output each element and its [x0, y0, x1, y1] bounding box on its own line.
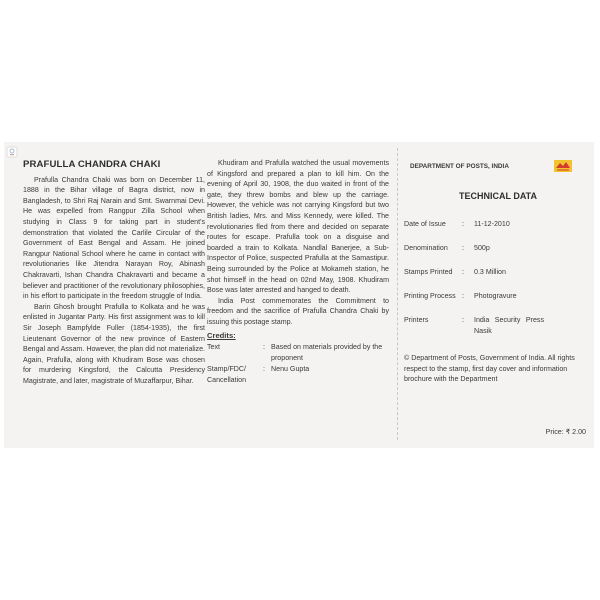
tech-value: 0.3 Million	[474, 268, 506, 277]
credit-label: Stamp/FDC/ Cancellation	[207, 365, 247, 384]
tech-colon: :	[462, 244, 464, 253]
biography-paragraph: Barin Ghosh brought Prafulla to Kolkata and he was enlisted in Jugantar Party. His first assignment was to kill Sir Joseph Bampfylde Fuller (1854-1935), the first Lieutenant Governor of the new province of Eastern Bengal and Assam. However, the plan did not materialize. Again, Prafulla, along with Khudiram Bose was chosen for murdering Kingsford, the Calcutta Presidency Magistrate, and later, magistrate of Muzaffarpur, Bihar.	[23, 302, 205, 385]
price-label: Price: ₹ 2.00	[545, 428, 586, 436]
tech-colon: :	[462, 316, 464, 325]
credit-row	[207, 342, 389, 363]
biography-column-left	[23, 158, 205, 386]
tech-row-date-of-issue	[404, 219, 590, 243]
tech-label: Date of Issue	[404, 220, 446, 229]
technical-data-column	[404, 158, 590, 385]
india-post-emblem-icon	[6, 146, 18, 158]
tech-value: 500p	[474, 244, 490, 253]
tech-row-printers	[404, 315, 590, 345]
tech-colon: :	[462, 268, 464, 277]
tech-colon: :	[462, 292, 464, 301]
biography-column-middle	[207, 158, 389, 385]
tech-value: India Security Press Nasik	[474, 316, 544, 335]
tech-row-stamps-printed	[404, 267, 590, 291]
copyright-notice: © Department of Posts, Government of India. All rights respect to the stamp, first day cover and information brochure with the Department	[404, 354, 575, 384]
tech-value: 11-12-2010	[474, 220, 510, 229]
credit-value: Based on materials provided by the proponent	[271, 343, 383, 362]
credit-value: Nenu Gupta	[271, 365, 310, 374]
column-divider	[397, 148, 398, 440]
tech-label: Denomination	[404, 244, 448, 253]
credit-label: Text	[207, 343, 221, 352]
brochure-sheet	[4, 142, 594, 448]
tech-row-denomination	[404, 243, 590, 267]
technical-data-title: TECHNICAL DATA	[459, 190, 537, 201]
tech-row-printing-process	[404, 291, 590, 315]
credit-colon: :	[263, 343, 265, 352]
biography-paragraph: India Post commemorates the Commitment to freedom and the sacrifice of Prafulla Chandra Chaki by issuing this postage stamp.	[207, 296, 389, 326]
credits-heading: Credits:	[207, 330, 236, 340]
tech-label: Printing Process	[404, 292, 456, 301]
department-name: DEPARTMENT OF POSTS, INDIA	[410, 163, 509, 170]
page-title: PRAFULLA CHANDRA CHAKI	[23, 159, 161, 170]
india-post-logo-icon	[554, 160, 572, 172]
tech-value: Photogravure	[474, 292, 517, 301]
tech-colon: :	[462, 220, 464, 229]
biography-paragraph: Prafulla Chandra Chaki was born on December 11, 1888 in the Bihar village of Bagra district, now in Bangladesh, to Shri Raj Narain and Smt. Swarnmai Devi. He was expelled from Rangpur Zilla School when studying in Class 9 for taking part in student's demonstration that violated the Carlile Circular of the Government of East Bengal and Assam. He joined Rangpur National School where he came in contact with revolutionaries like Jitendra Narayan Roy, Abinash Chakravarti, Ishan Chandra Chakravarti and became a believer and practitioner of the revolutionary philosophies, in his effort to participate in the freedom struggle of India.	[23, 175, 205, 301]
credit-colon: :	[263, 365, 265, 374]
biography-paragraph: Khudiram and Prafulla watched the usual movements of Kingsford and prepared a plan to kill him. On the evening of April 30, 1908, the duo waited in front of the gate, they threw bombs and blew up the carriage. However, the vehicle was not carrying Kingsford but two British ladies, Mrs. and Miss Kennedy, were killed. The revolutionaries fled from there and decided on separate routes for escape. Prafulla took on a disguise and boarded a train to Kolkata. Nandlal Banerjee, a Sub-Inspector of Police, suspected Prafulla at the Samastipur. Being surrounded by the Police at Mokameh station, he shot himself in the head on 02nd May, 1908. Khudiram Bose was later arrested and hanged to death.	[207, 159, 389, 295]
tech-label: Printers	[404, 316, 429, 325]
tech-label: Stamps Printed	[404, 268, 453, 277]
credit-row	[207, 364, 389, 385]
